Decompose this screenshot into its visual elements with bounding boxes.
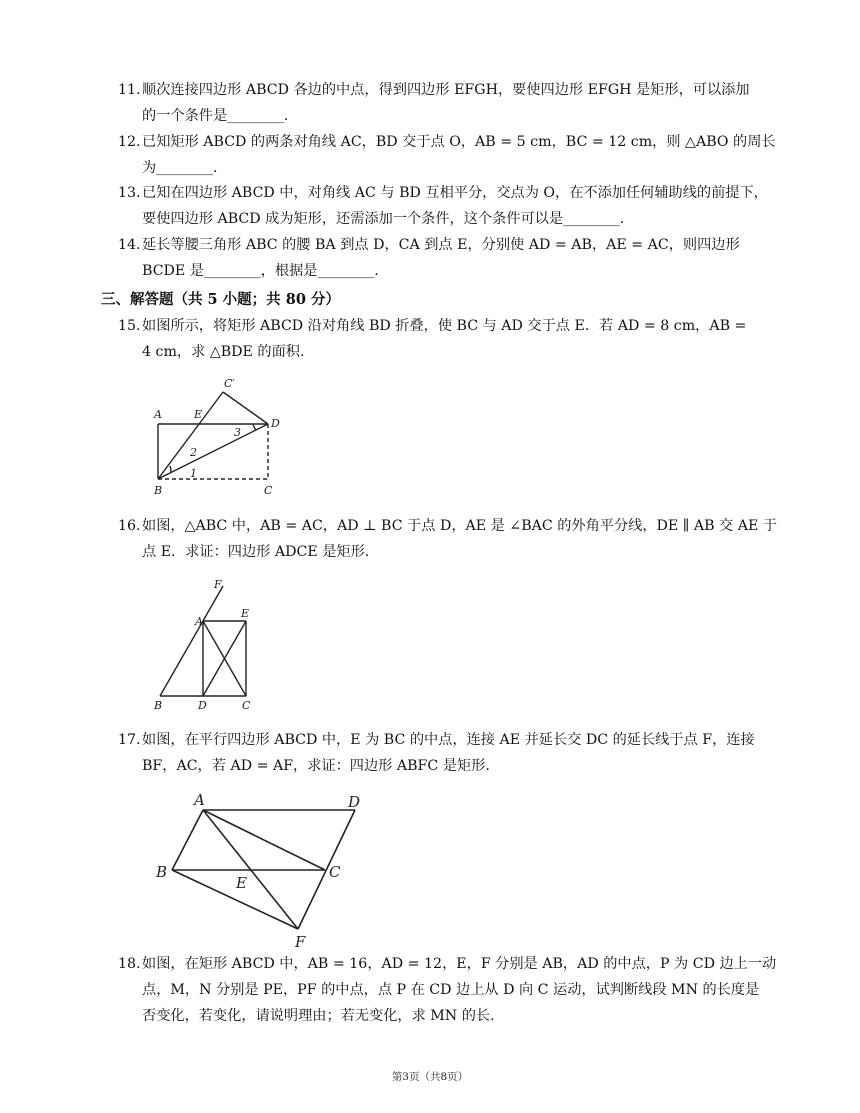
- point-label: C: [329, 863, 341, 881]
- point-label: A: [194, 791, 205, 809]
- question-text: 顺次连接四边形 ABCD 各边的中点，得到四边形 EFGH，要使四边形 EFGH 是矩形，可以添加: [142, 82, 750, 98]
- point-label: E: [194, 408, 203, 421]
- angle-label: 3: [234, 426, 241, 439]
- question-text: BF，AC，若 AD = AF，求证：四边形 ABFC 是矩形.: [142, 758, 490, 774]
- section-heading: 三、解答题（共 5 小题；共 80 分）: [101, 291, 340, 308]
- point-label: F: [214, 578, 222, 591]
- question-text: 要使四边形 ABCD 成为矩形，还需添加一个条件，这个条件可以是________.: [142, 211, 625, 227]
- point-label: A: [195, 615, 203, 628]
- question-number: 14.: [118, 237, 141, 253]
- figure-15: [140, 372, 300, 502]
- point-label: B: [154, 699, 163, 712]
- point-label: E: [236, 874, 247, 892]
- question-text: 如图，在矩形 ABCD 中，AB = 16，AD = 12，E，F 分别是 AB，AD 的中点，P 为 CD 边上一动: [142, 956, 777, 972]
- fig-line: [172, 870, 298, 929]
- point-label: D: [348, 793, 361, 811]
- figure-16: [150, 576, 260, 711]
- question-number: 15.: [118, 318, 141, 334]
- question-text: 已知在四边形 ABCD 中，对角线 AC 与 BD 互相平分，交点为 O，在不添加任何辅助线的前提下，: [142, 185, 768, 201]
- fig-line: [172, 810, 203, 870]
- fig-line: [203, 810, 325, 870]
- point-label: A: [154, 408, 162, 421]
- fig-line: [158, 392, 223, 479]
- question-number: 11.: [118, 82, 141, 98]
- point-label: C: [242, 699, 251, 712]
- question-text: 点，M，N 分别是 PE，PF 的中点，点 P 在 CD 边上从 D 向 C 运动，试判断线段 MN 的长度是: [142, 982, 760, 998]
- question-number: 16.: [118, 518, 141, 534]
- question-text: 如图，△ABC 中，AB = AC，AD ⊥ BC 于点 D，AE 是 ∠BAC 的外角平分线，DE ∥ AB 交 AE 于: [142, 518, 778, 534]
- question-number: 12.: [118, 134, 141, 150]
- point-label: D: [271, 417, 280, 430]
- question-text: 延长等腰三角形 ABC 的腰 BA 到点 D，CA 到点 E，分别使 AD = AB，AE = AC，则四边形: [142, 237, 740, 253]
- figure-17: [150, 786, 380, 956]
- question-text: 如图，在平行四边形 ABCD 中，E 为 BC 的中点，连接 AE 并延长交 DC 的延长线于点 F，连接: [142, 732, 755, 748]
- point-label: F: [295, 933, 306, 951]
- question-text: 为________.: [142, 160, 218, 176]
- question-text: 点 E．求证：四边形 ADCE 是矩形.: [142, 544, 370, 560]
- point-label: C′: [224, 377, 235, 390]
- question-text: BCDE 是________，根据是________.: [142, 263, 379, 279]
- angle-label: 2: [190, 446, 197, 459]
- question-text: 否变化，若变化，请说明理由；若无变化，求 MN 的长.: [142, 1008, 495, 1024]
- question-text: 已知矩形 ABCD 的两条对角线 AC，BD 交于点 O，AB = 5 cm，BC = 12 cm，则 △ABO 的周长: [142, 134, 776, 150]
- fig-line: [160, 586, 223, 696]
- question-number: 18.: [118, 956, 141, 972]
- question-text: 4 cm，求 △BDE 的面积.: [142, 344, 305, 360]
- angle-arc: [170, 466, 171, 472]
- point-label: D: [198, 699, 207, 712]
- question-text: 的一个条件是________.: [142, 108, 289, 124]
- angle-label: 1: [190, 467, 197, 480]
- point-label: E: [241, 607, 250, 620]
- point-label: B: [156, 863, 168, 881]
- page-footer: 第3页（共8页）: [391, 1071, 469, 1083]
- point-label: C: [264, 484, 273, 497]
- angle-arc: [253, 424, 256, 430]
- fig-line: [158, 424, 268, 479]
- point-label: B: [154, 484, 163, 497]
- question-text: 如图所示，将矩形 ABCD 沿对角线 BD 折叠，使 BC 与 AD 交于点 E．若 AD = 8 cm，AB =: [142, 318, 747, 334]
- question-number: 13.: [118, 185, 141, 201]
- fig-line: [223, 392, 268, 424]
- question-number: 17.: [118, 732, 141, 748]
